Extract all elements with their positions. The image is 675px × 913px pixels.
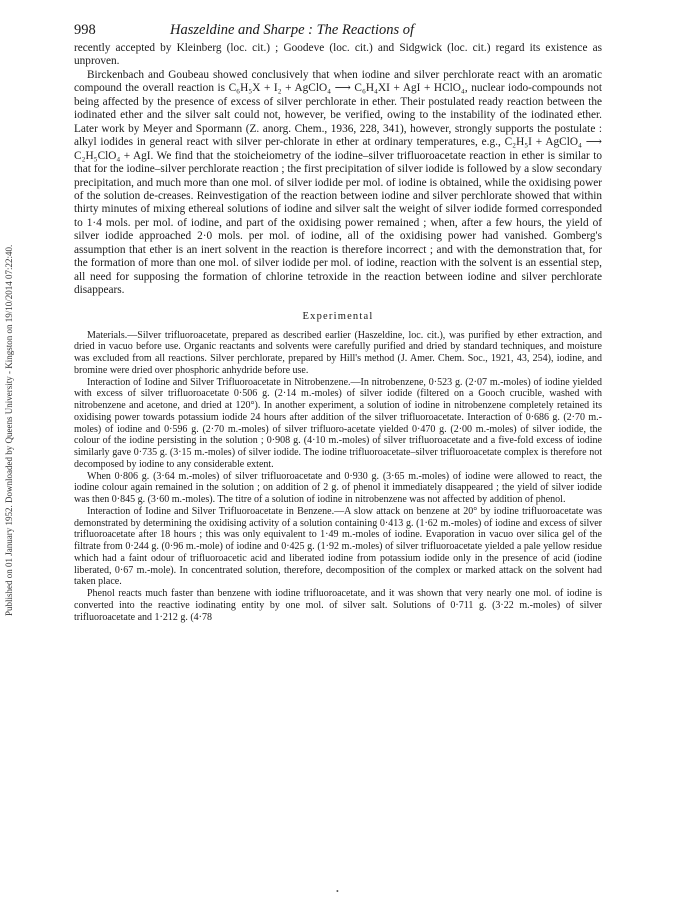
paper-page bbox=[74, 22, 602, 623]
running-title: Haszeldine and Sharpe : The Reactions of bbox=[170, 22, 415, 38]
paragraph-birckenbach: Birckenbach and Goubeau showed conclusively that when iodine and silver perchlorate react with an aromatic compound the overall reaction is C₆H₅X + I₂ + AgClO₄ ⟶ C₆H₄XI + AgI + HClO₄, nuclear iodo-compounds not being affected by the presence of excess of silver perchlorate in ether. Their postulated ready reaction between the iodinated ether and the silver salt could not, however, be verified, owing to the instability of the iodinated ether. Later work by Meyer and Spormann (Z. anorg. Chem., 1936, 228, 341), however, strongly supports the postulate : alkyl iodides in general react with silver per-chlorate in ether at ordinary temperatures, e.g., C₂H₅I + AgClO₄ ⟶ C₂H₅ClO₄ + AgI. We find that the stoicheiometry of the iodine–silver trifluoroacetate reaction in ether is similar to that for the iodine–silver perchlorate reaction ; the first precipitation of silver iodide is followed by a slow secondary precipitation, and much more than one mol. of silver iodide per mol. of iodine is obtained, while the oxidising power of the solution de-creases. Reinvestigation of the reaction between iodine and silver perchlorate showed that within thirty minutes of mixing ethereal solutions of iodine and silver salt the weight of silver iodide formed corresponded to 1·4 mols. per mol. of iodine, and part of the oxidising power remained ; when, after a few hours, the yield of silver iodide approached 2·0 mols. per mol. of iodine, all of the oxidising power had vanished. Gomberg's assumption that ether is an inert solvent in the reaction is therefore incorrect ; and with the demonstration that, for the formation of more than one mol. of silver iodide per mol. of iodine, reaction with the solvent is an essential step, all need for supposing the formation of chlorine tetroxide in the reaction between iodine and silver perchlorate disappears. bbox=[74, 68, 603, 297]
paragraph-continuation: recently accepted by Kleinberg (loc. cit.) ; Goodeve (loc. cit.) and Sidgwick (loc. cit.) regard its existence as unproven. bbox=[74, 42, 602, 68]
paragraph-benzene: Interaction of Iodine and Silver Trifluoroacetate in Benzene.—A slow attack on benzene at 20° by iodine trifluoroacetate was demonstrated by determining the oxidising activity of a solution containing 0·413 g. (1·62 m.-moles) of iodine and excess of silver trifluoroacetate after 18 hours ; this was only equivalent to 1·49 m.-moles of iodine. Evaporation in vacuo over silica gel of the filtrate from 0·244 g. (0·96 m.-mole) of iodine and 0·425 g. (1·92 m.-moles) of silver trifluoroacetate yielded a pale yellow residue which had a faint odour of trifluoroacetic acid and liberated iodine from potassium iodide only in the presence of acid (iodine liberated, 0·67 m.-mole). In concentrated solution, therefore, decomposition of the complex or marked attack on the solvent had taken place. bbox=[74, 505, 602, 588]
paragraph-phenol-addition: When 0·806 g. (3·64 m.-moles) of silver trifluoroacetate and 0·930 g. (3·65 m.-moles) of iodine were allowed to react, the iodine colour again remained in the solution ; on addition of 2 g. of phenol it immediately disappeared ; the yield of silver iodide was then 0·845 g. (3·60 m.-moles). The titre of a solution of iodine in nitrobenzene was not affected by addition of phenol. bbox=[74, 470, 602, 506]
paragraph-materials: Materials.—Silver trifluoroacetate, prepared as described earlier (Haszeldine, loc. cit.), was purified by ether extraction, and dried in vacuo before use. Organic reactants and solvents were carefully purified and dried by standard techniques, and moisture was excluded from all reactions. Silver perchlorate, prepared by Hill's method (J. Amer. Chem. Soc., 1921, 43, 254), iodine, and bromine were dried over phosphoric anhydride before use. bbox=[74, 329, 602, 376]
footer-mark: • bbox=[336, 887, 339, 896]
paragraph-nitrobenzene: Interaction of Iodine and Silver Trifluoroacetate in Nitrobenzene.—In nitrobenzene, 0·523 g. (2·07 m.-moles) of iodine yielded with excess of silver trifluoroacetate 0·506 g. (2·14 m.-moles) of silver iodide (filtered on a Gooch crucible, washed with nitrobenzene and acetone, and dried at 120°). In another experiment, a solution of iodine in nitrobenzene completely retained its oxidising power towards potassium iodide 24 hours after addition of the silver trifluoroacetate. Interaction of 0·686 g. (2·70 m.-moles) of iodine and 0·596 g. (2·70 m.-moles) of silver trifluoro-acetate yielded 0·470 g. (2·00 m.-moles) of silver iodide, the colour of the iodine persisting in the solution ; 0·908 g. (4·10 m.-moles) of silver trifluoroacetate and a five-fold excess of iodine similarly gave 0·735 g. (3·15 m.-moles) of silver iodide. The iodine trifluoroacetate–silver trifluoroacetate complex is therefore not decomposed by iodine to any considerable extent. bbox=[74, 376, 602, 470]
download-watermark: Published on 01 January 1952. Downloaded by Queens University - Kingston on 19/10/2014 07:22:40. bbox=[4, 244, 14, 616]
page-number: 998 bbox=[74, 22, 96, 38]
section-heading-experimental: Experimental bbox=[302, 310, 374, 322]
page-header bbox=[74, 22, 602, 42]
paragraph-phenol-reaction: Phenol reacts much faster than benzene with iodine trifluoroacetate, and it was shown that very nearly one mol. of iodine is converted into the reactive iodinating entity by one mol. of silver salt. Solutions of 0·711 g. (3·22 m.-moles) of silver trifluoroacetate and 1·212 g. (4·78 bbox=[74, 588, 602, 623]
